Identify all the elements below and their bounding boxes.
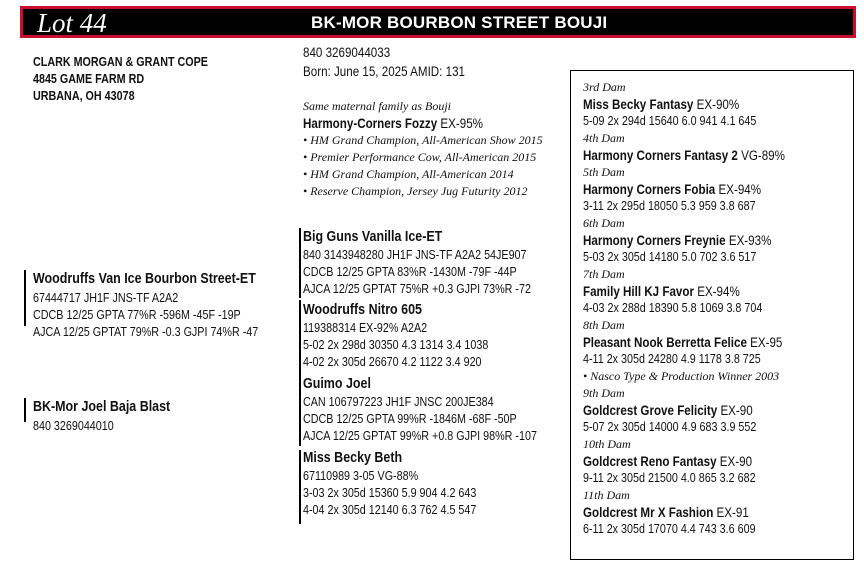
female-line-list (583, 79, 818, 538)
female-line-box (570, 70, 854, 560)
pedigree-line (299, 450, 301, 524)
award-item: • HM Grand Champion, All-American Show 2015 (303, 133, 543, 147)
family-block (303, 98, 543, 200)
dam-heading: Miss Becky Fantasy EX-90% (583, 97, 740, 112)
sire-sire-block (303, 229, 531, 298)
dam-heading: Goldcrest Reno Fantasy EX-90 (583, 454, 753, 469)
dam-id: 840 3269044010 (33, 419, 114, 433)
dam-record: 9-11 2x 305d 21500 4.0 865 3.2 682 (583, 471, 756, 485)
dam-label: 11th Dam (583, 488, 630, 502)
dam-entry (583, 79, 818, 130)
dam-heading: Harmony Corners Fobia EX-94% (583, 182, 762, 197)
consignor-address1: 4845 GAME FARM RD (33, 72, 145, 86)
sire-dam-block (303, 302, 488, 371)
dam-record: 4-11 2x 305d 24280 4.9 1178 3.8 725 (583, 352, 761, 366)
dam-dam-line: 4-04 2x 305d 12140 6.3 762 4.5 547 (303, 503, 477, 517)
dam-heading: Goldcrest Grove Felicity EX-90 (583, 403, 753, 418)
lot-number: Lot 44 (37, 8, 107, 38)
dam-note: • Nasco Type & Production Winner 2003 (583, 369, 780, 383)
dam-block (33, 399, 170, 435)
sire-sire-line: 840 3143948280 JH1F JNS-TF A2A2 54JE907 (303, 248, 527, 262)
dam-sire-line: CDCB 12/25 GPTA 99%R -1846M -68F -50P (303, 412, 517, 426)
dam-label: 7th Dam (583, 267, 625, 281)
sire-sire-line: AJCA 12/25 GPTAT 75%R +0.3 GJPI 73%R -72 (303, 282, 531, 296)
award-item: • Premier Performance Cow, All-American 2015 (303, 150, 537, 164)
award-item: • HM Grand Champion, All-American 2014 (303, 167, 514, 181)
sire-line: AJCA 12/25 GPTAT 79%R -0.3 GJPI 74%R -47 (33, 325, 259, 339)
dam-label: 9th Dam (583, 386, 625, 400)
sire-name: Woodruffs Van Ice Bourbon Street-ET (33, 271, 256, 287)
dam-sire-block (303, 376, 537, 445)
animal-title: BK-MOR BOURBON STREET BOUJI (311, 13, 608, 32)
dam-entry (583, 266, 818, 317)
animal-id: 840 3269044033 (303, 45, 391, 60)
sire-sire-name: Big Guns Vanilla Ice-ET (303, 229, 443, 245)
animal-born: Born: June 15, 2025 AMID: 131 (303, 64, 466, 79)
dam-entry (583, 164, 818, 215)
sire-line: CDCB 12/25 GPTA 77%R -596M -45F -19P (33, 308, 241, 322)
dam-record: 3-11 2x 295d 18050 5.3 959 3.8 687 (583, 199, 756, 213)
consignor-name: CLARK MORGAN & GRANT COPE (33, 55, 208, 69)
dam-dam-block (303, 450, 476, 519)
dam-dam-line: 3-03 2x 305d 15360 5.9 904 4.2 643 (303, 486, 477, 500)
sire-line: 67444717 JH1F JNS-TF A2A2 (33, 291, 179, 305)
pedigree-line (299, 376, 301, 446)
dam-heading: Harmony Corners Freynie EX-93% (583, 233, 772, 248)
dam-label: 4th Dam (583, 131, 625, 145)
sire-block (33, 271, 258, 341)
dam-entry (583, 215, 818, 266)
dam-sire-name: Guimo Joel (303, 376, 371, 392)
dam-name: BK-Mor Joel Baja Blast (33, 399, 171, 415)
sire-sire-line: CDCB 12/25 GPTA 83%R -1430M -79F -44P (303, 265, 517, 279)
animal-id-block (303, 44, 465, 82)
dam-heading: Family Hill KJ Favor EX-94% (583, 284, 740, 299)
sire-dam-line: 4-02 2x 305d 26670 4.2 1122 3.4 920 (303, 355, 482, 369)
family-cow-name: Harmony-Corners Fozzy (303, 116, 438, 131)
dam-entry (583, 130, 818, 164)
family-note: Same maternal family as Bouji (303, 99, 451, 113)
pedigree-line (24, 270, 26, 326)
dam-label: 3rd Dam (583, 80, 626, 94)
dam-record: 5-09 2x 294d 15640 6.0 941 4.1 645 (583, 114, 757, 128)
pedigree-line (24, 398, 26, 422)
dam-record: 5-03 2x 305d 14180 5.0 702 3.6 517 (583, 250, 757, 264)
sire-dam-line: 119388314 EX-92% A2A2 (303, 321, 428, 335)
dam-record: 5-07 2x 305d 14000 4.9 683 3.9 552 (583, 420, 757, 434)
dam-label: 6th Dam (583, 216, 625, 230)
dam-entry (583, 385, 818, 436)
dam-label: 10th Dam (583, 437, 631, 451)
sire-dam-name: Woodruffs Nitro 605 (303, 302, 422, 318)
dam-label: 8th Dam (583, 318, 625, 332)
pedigree-line (299, 228, 301, 298)
dam-sire-line: CAN 106797223 JH1F JNSC 200JE384 (303, 395, 494, 409)
dam-entry (583, 436, 818, 487)
dam-record: 6-11 2x 305d 17070 4.4 743 3.6 609 (583, 522, 756, 536)
dam-sire-line: AJCA 12/25 GPTAT 99%R +0.8 GJPI 98%R -107 (303, 429, 537, 443)
pedigree-line (299, 300, 301, 376)
award-item: • Reserve Champion, Jersey Jug Futurity 2012 (303, 184, 528, 198)
dam-dam-line: 67110989 3-05 VG-88% (303, 469, 419, 483)
dam-label: 5th Dam (583, 165, 625, 179)
family-cow-score: EX-95% (437, 116, 484, 131)
consignor-address2: URBANA, OH 43078 (33, 89, 135, 103)
dam-dam-name: Miss Becky Beth (303, 450, 403, 466)
dam-record: 4-03 2x 288d 18390 5.8 1069 3.8 704 (583, 301, 763, 315)
dam-heading: Goldcrest Mr X Fashion EX-91 (583, 505, 749, 520)
family-cow (303, 115, 509, 132)
dam-heading: Harmony Corners Fantasy 2 VG-89% (583, 148, 785, 163)
dam-entry (583, 487, 818, 538)
consignor-block (33, 54, 208, 105)
dam-heading: Pleasant Nook Berretta Felice EX-95 (583, 335, 783, 350)
lot-header (20, 6, 856, 38)
sire-dam-line: 5-02 2x 298d 30350 4.3 1314 3.4 1038 (303, 338, 489, 352)
dam-entry (583, 317, 818, 385)
